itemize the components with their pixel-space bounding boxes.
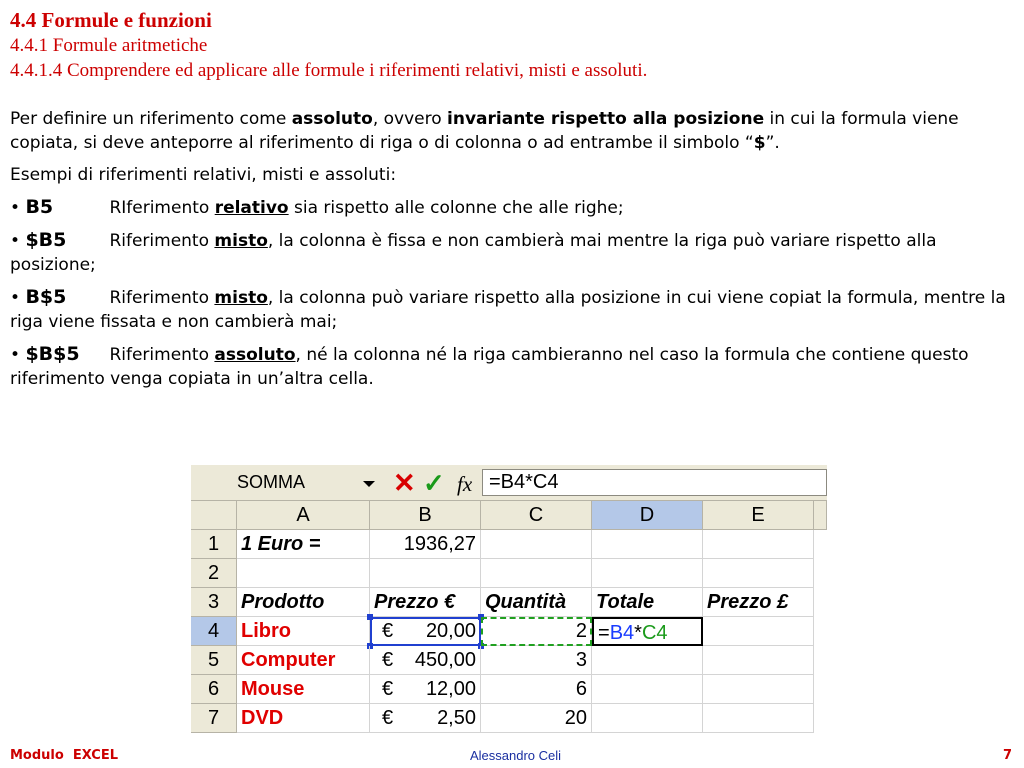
bullet-text: , né la colonna né la riga cambieranno nel caso la formula che contiene questo riferimento venga copiata in un’altra cella. — [10, 345, 969, 389]
cell-grid — [191, 501, 827, 740]
cell-d3[interactable]: Totale — [592, 588, 703, 617]
formula-ref-b4: B4 — [609, 622, 635, 644]
select-all-corner[interactable] — [191, 501, 237, 530]
intro-text: , ovvero — [372, 109, 448, 129]
examples-heading: Esempi di riferimenti relativi, misti e assoluti: — [10, 165, 397, 185]
bullet-text: Riferimento — [109, 345, 215, 365]
bullet-mixed-row: • B$5 Riferimento misto, la colonna può variare rispetto alla posizione in cui viene copiat la formula, mentre la riga viene fissata e non cambierà mai; — [10, 286, 1006, 332]
bullet-code: B$5 — [25, 286, 67, 308]
column-header-b[interactable]: B — [370, 501, 481, 530]
cell-e7[interactable] — [703, 704, 814, 733]
cell-a3[interactable]: Prodotto — [237, 588, 370, 617]
cell-e1[interactable] — [703, 530, 814, 559]
cell-a7[interactable]: DVD — [237, 704, 370, 733]
bullet-code: $B$5 — [25, 343, 80, 365]
name-box-dropdown-icon[interactable] — [363, 481, 375, 487]
bullet-text: , la colonna può variare rispetto alla posizione in cui viene copiat la formula, mentre la riga viene fissata e non cambierà mai; — [10, 288, 1006, 332]
bullet-keyword: misto — [214, 288, 268, 308]
cell-d4-active[interactable] — [592, 617, 703, 646]
row-header-6[interactable]: 6 — [191, 675, 237, 704]
cell-d1[interactable] — [592, 530, 703, 559]
cell-c3[interactable]: Quantità — [481, 588, 592, 617]
cell-e3[interactable]: Prezzo £ — [703, 588, 814, 617]
selection-handle[interactable] — [367, 614, 373, 620]
insert-function-icon[interactable]: fx — [457, 472, 473, 496]
bullet-keyword: relativo — [214, 198, 289, 218]
column-header-f[interactable] — [814, 501, 827, 530]
bullet-keyword: misto — [214, 231, 268, 251]
cell-b5-value: 450,00 — [414, 649, 476, 671]
bullet-absolute: • $B$5 Riferimento assoluto, né la colonna né la riga cambieranno nel caso la formula che contiene questo riferimento venga copiata in un’altra cella. — [10, 343, 969, 389]
bullet-keyword: assoluto — [214, 345, 296, 365]
intro-bold-assoluto: assoluto — [291, 109, 373, 129]
bullet-text: RIferimento — [109, 198, 215, 218]
cell-b6-value: 12,00 — [425, 678, 476, 700]
name-box[interactable]: SOMMA — [193, 469, 377, 496]
bullet-code: $B5 — [25, 229, 67, 251]
formula-bar — [191, 465, 827, 501]
row-header-7[interactable]: 7 — [191, 704, 237, 733]
bullet-text: , la colonna è fissa e non cambierà mai mentre la riga può variare rispetto alla posizione; — [10, 231, 937, 275]
euro-symbol: € — [382, 649, 394, 671]
euro-symbol: € — [382, 678, 394, 700]
column-header-c[interactable]: C — [481, 501, 592, 530]
bullet-code: B5 — [25, 196, 54, 218]
cell-b4-value: 20,00 — [425, 620, 476, 642]
formula-equals: = — [598, 622, 610, 644]
cell-c1[interactable] — [481, 530, 592, 559]
cell-a6[interactable]: Mouse — [237, 675, 370, 704]
cell-b3[interactable]: Prezzo € — [370, 588, 481, 617]
cell-b5[interactable] — [370, 646, 481, 675]
cancel-x-icon[interactable]: ✕ — [393, 468, 416, 498]
row-header-4[interactable]: 4 — [191, 617, 237, 646]
cell-a4[interactable]: Libro — [237, 617, 370, 646]
bullet-relative: • B5 RIferimento relativo sia rispetto alle colonne che alle righe; — [10, 196, 624, 218]
column-header-e[interactable]: E — [703, 501, 814, 530]
confirm-check-icon[interactable]: ✓ — [423, 468, 445, 498]
cell-b7-value: 2,50 — [437, 707, 476, 729]
cell-c5[interactable]: 3 — [481, 646, 592, 675]
bullet-mixed-column: • $B5 Riferimento misto, la colonna è fissa e non cambierà mai mentre la riga può variare rispetto alla posizione; — [10, 229, 937, 275]
column-header-d[interactable]: D — [592, 501, 703, 530]
row-header-1[interactable]: 1 — [191, 530, 237, 559]
formula-ref-c4: C4 — [641, 622, 668, 644]
formula-operator: * — [634, 622, 642, 644]
subsection-title: 4.4.1 Formule aritmetiche — [10, 35, 208, 56]
bullet-text: Riferimento — [109, 288, 215, 308]
intro-text: Per definire un riferimento come — [10, 109, 292, 129]
euro-symbol: € — [382, 707, 394, 729]
cell-b1[interactable]: 1936,27 — [370, 530, 481, 559]
row-header-5[interactable]: 5 — [191, 646, 237, 675]
section-title: 4.4 Formule e funzioni — [10, 8, 212, 32]
cell-c7[interactable]: 20 — [481, 704, 592, 733]
slide-titles — [10, 7, 647, 83]
cell-e4[interactable] — [703, 617, 814, 646]
cell-b7[interactable] — [370, 704, 481, 733]
cell-d7[interactable] — [592, 704, 703, 733]
cell-b2[interactable] — [370, 559, 481, 588]
cell-c6[interactable]: 6 — [481, 675, 592, 704]
intro-text: ”. — [765, 133, 780, 153]
cell-a1[interactable]: 1 Euro = — [237, 530, 370, 559]
bullet-text: Riferimento — [109, 231, 215, 251]
footer-module: Modulo EXCEL — [10, 748, 119, 763]
cell-c2[interactable] — [481, 559, 592, 588]
intro-bold-invariante: invariante rispetto alla posizione — [447, 109, 765, 129]
row-header-2[interactable]: 2 — [191, 559, 237, 588]
intro-text: in cui la formula viene copiata, si deve anteporre al riferimento di riga o di colonna o ad entrambe il simbolo “ — [10, 109, 959, 153]
cell-d2[interactable] — [592, 559, 703, 588]
cell-e6[interactable] — [703, 675, 814, 704]
cell-e5[interactable] — [703, 646, 814, 675]
footer-author: Alessandro Celi — [470, 748, 562, 763]
spreadsheet-screenshot — [191, 465, 827, 740]
intro-paragraph — [10, 107, 1016, 155]
cell-c4[interactable]: 2 — [481, 617, 592, 646]
cell-b6[interactable] — [370, 675, 481, 704]
column-header-a[interactable]: A — [237, 501, 370, 530]
cell-b4[interactable] — [370, 617, 481, 646]
topic-title: 4.4.1.4 Comprendere ed applicare alle formule i riferimenti relativi, misti e assoluti. — [10, 60, 648, 81]
footer-page-number: 7 — [1003, 748, 1013, 763]
formula-input[interactable]: =B4*C4 — [482, 469, 827, 496]
dollar-symbol: $ — [753, 133, 766, 153]
row-header-3[interactable]: 3 — [191, 588, 237, 617]
cell-d6[interactable] — [592, 675, 703, 704]
euro-symbol: € — [382, 620, 394, 642]
slide-body — [10, 107, 1016, 399]
cell-d5[interactable] — [592, 646, 703, 675]
cell-a2[interactable] — [237, 559, 370, 588]
bullet-text: sia rispetto alle colonne che alle righe; — [288, 198, 624, 218]
cell-e2[interactable] — [703, 559, 814, 588]
cell-a5[interactable]: Computer — [237, 646, 370, 675]
